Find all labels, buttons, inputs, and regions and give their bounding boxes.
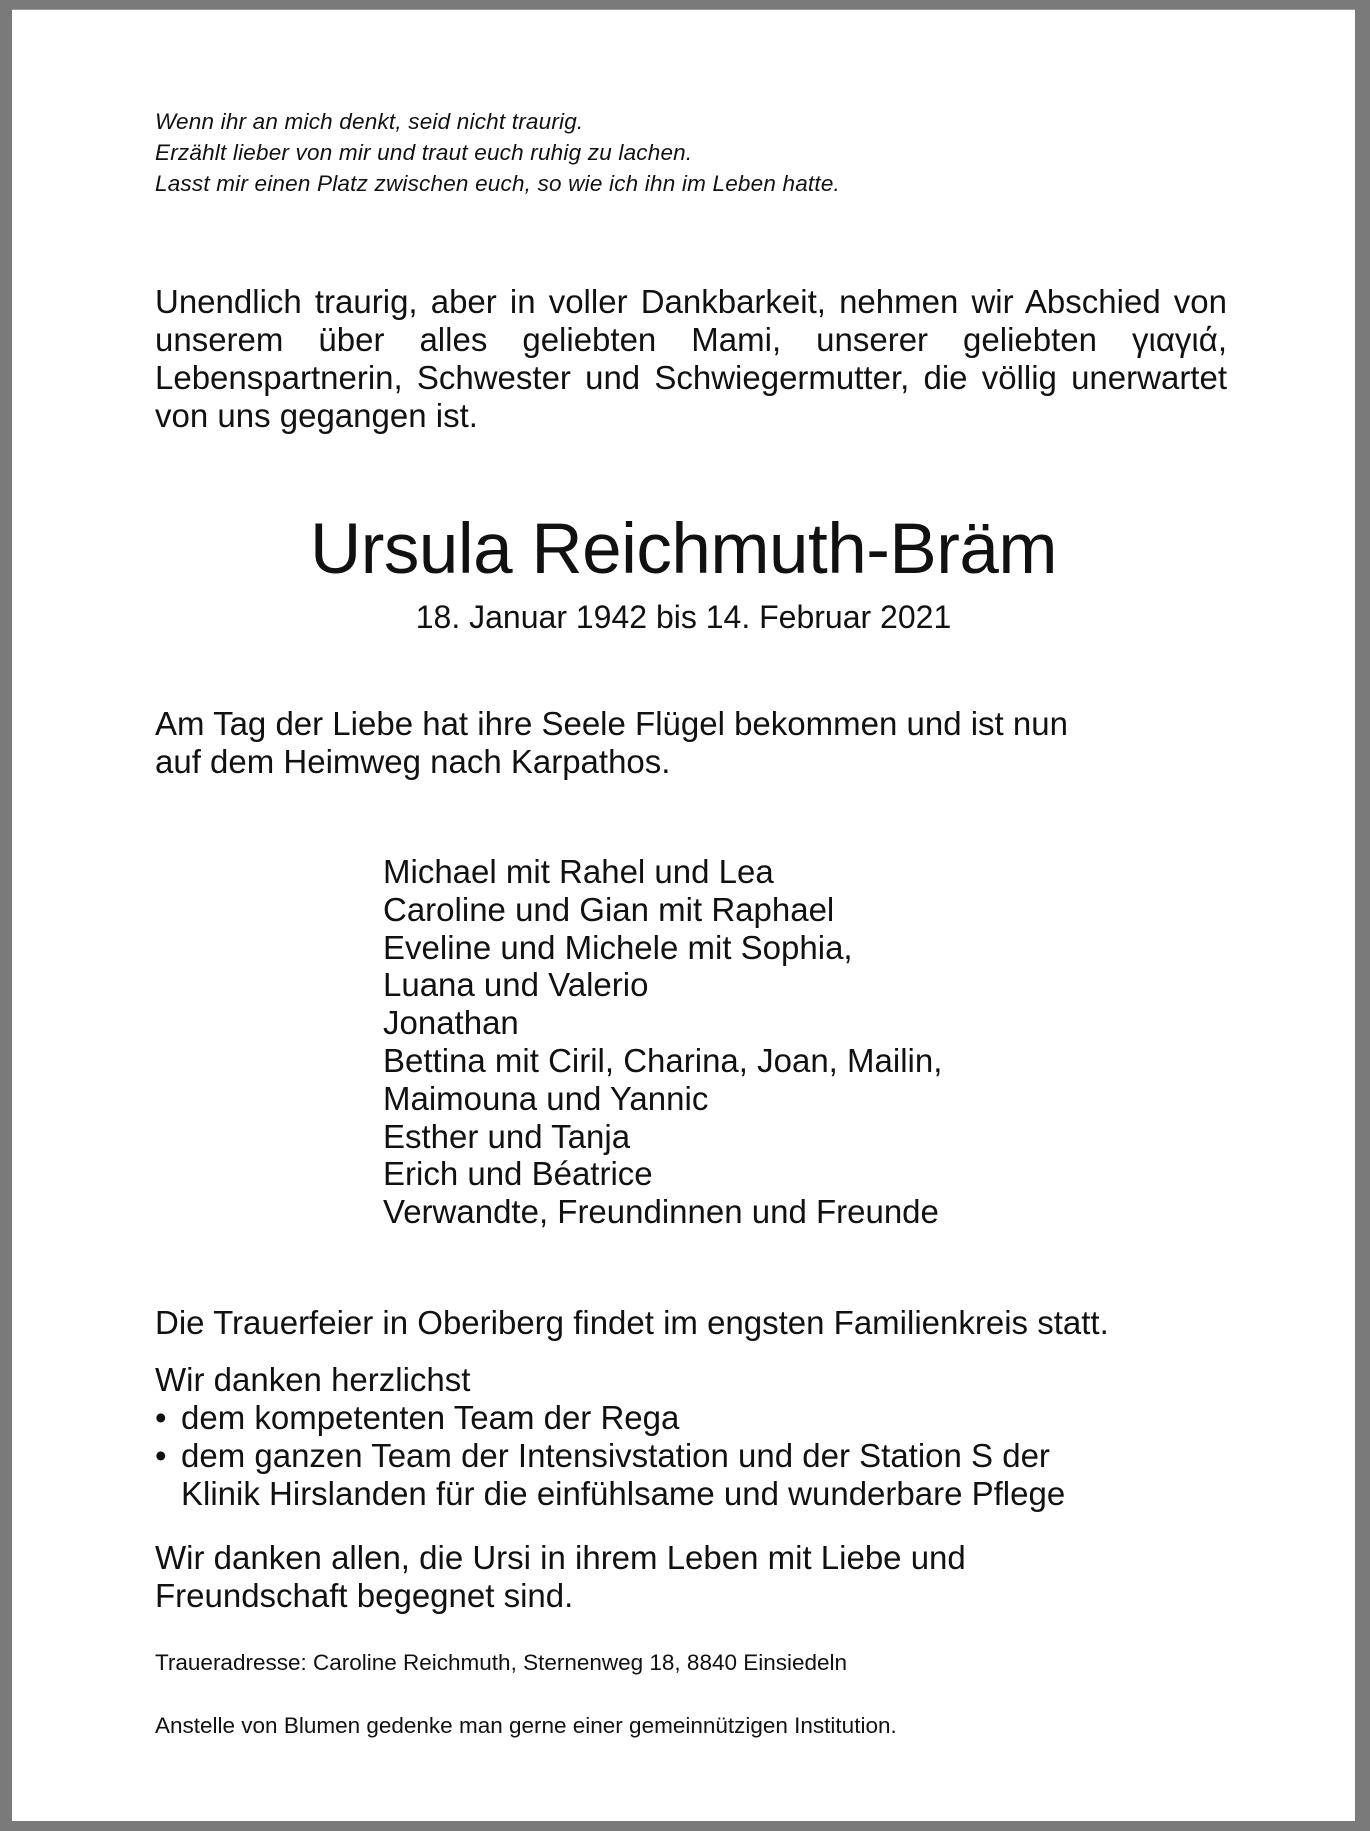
- family-line: Maimouna und Yannic: [383, 1079, 709, 1117]
- motto-poem: [155, 106, 1227, 199]
- motto-line: Erzählt lieber von mir und traut euch ruhig zu lachen.: [155, 140, 693, 165]
- thanks-item-text: [181, 1437, 1065, 1513]
- thanks-item-line: dem ganzen Team der Intensivstation und der Station S der: [181, 1437, 1050, 1474]
- thanks-item-line: Klinik Hirslanden für die einfühlsame und wunderbare Pflege: [181, 1475, 1066, 1512]
- family-line: Verwandte, Freundinnen und Freunde: [383, 1193, 939, 1231]
- family-line: Luana und Valerio: [383, 966, 649, 1004]
- motto-line: Wenn ihr an mich denkt, seid nicht traurig.: [155, 109, 584, 134]
- thanks-all-line: Freundschaft begegnet sind.: [155, 1577, 574, 1614]
- family-line: Bettina mit Ciril, Charina, Joan, Mailin,: [383, 1041, 943, 1079]
- flowers-note: Anstelle von Blumen gedenke man gerne einer gemeinnützigen Institution.: [155, 1713, 897, 1738]
- ceremony-notice: Die Trauerfeier in Oberiberg findet im engsten Familienkreis statt.: [155, 1304, 1109, 1341]
- bullet-icon: •: [155, 1437, 167, 1474]
- thanks-section: [155, 1361, 1227, 1513]
- wings-line: Am Tag der Liebe hat ihre Seele Flügel bekommen und ist nun: [155, 705, 1068, 742]
- bullet-icon: •: [155, 1399, 167, 1436]
- family-line: Eveline und Michele mit Sophia,: [383, 928, 853, 966]
- deceased-name: Ursula Reichmuth-Bräm: [309, 510, 1058, 589]
- obituary-page: [12, 9, 1355, 1821]
- mourning-address: Traueradresse: Caroline Reichmuth, Sternenweg 18, 8840 Einsiedeln: [155, 1650, 848, 1675]
- family-line: Jonathan: [383, 1004, 519, 1042]
- thanks-all-line: Wir danken allen, die Ursi in ihrem Leben mit Liebe und: [155, 1539, 966, 1576]
- thanks-item: [155, 1437, 1227, 1513]
- thanks-all-paragraph: [155, 1539, 1227, 1615]
- family-list: [383, 853, 942, 1231]
- wings-paragraph: [155, 705, 1227, 781]
- thanks-item-text: dem kompetenten Team der Rega: [181, 1399, 680, 1436]
- thanks-item: [155, 1399, 1227, 1437]
- family-line: Michael mit Rahel und Lea: [383, 853, 774, 890]
- motto-line: Lasst mir einen Platz zwischen euch, so wie ich ihn im Leben hatte.: [155, 171, 840, 196]
- family-line: Erich und Béatrice: [383, 1155, 653, 1193]
- intro-paragraph: Unendlich traurig, aber in voller Dankbarkeit, nehmen wir Abschied von unserem über alles geliebten Mami, unserer geliebten γιαγιά, Lebenspartnerin, Schwester und Schwiegermutter, die völlig unerwartet von uns gegangen ist.: [155, 283, 1227, 434]
- life-dates: 18. Januar 1942 bis 14. Februar 2021: [415, 599, 952, 635]
- wings-line: auf dem Heimweg nach Karpathos.: [155, 743, 671, 780]
- thanks-heading: Wir danken herzlichst: [155, 1361, 471, 1398]
- family-line: Esther und Tanja: [383, 1117, 631, 1155]
- family-line: Caroline und Gian mit Raphael: [383, 890, 835, 928]
